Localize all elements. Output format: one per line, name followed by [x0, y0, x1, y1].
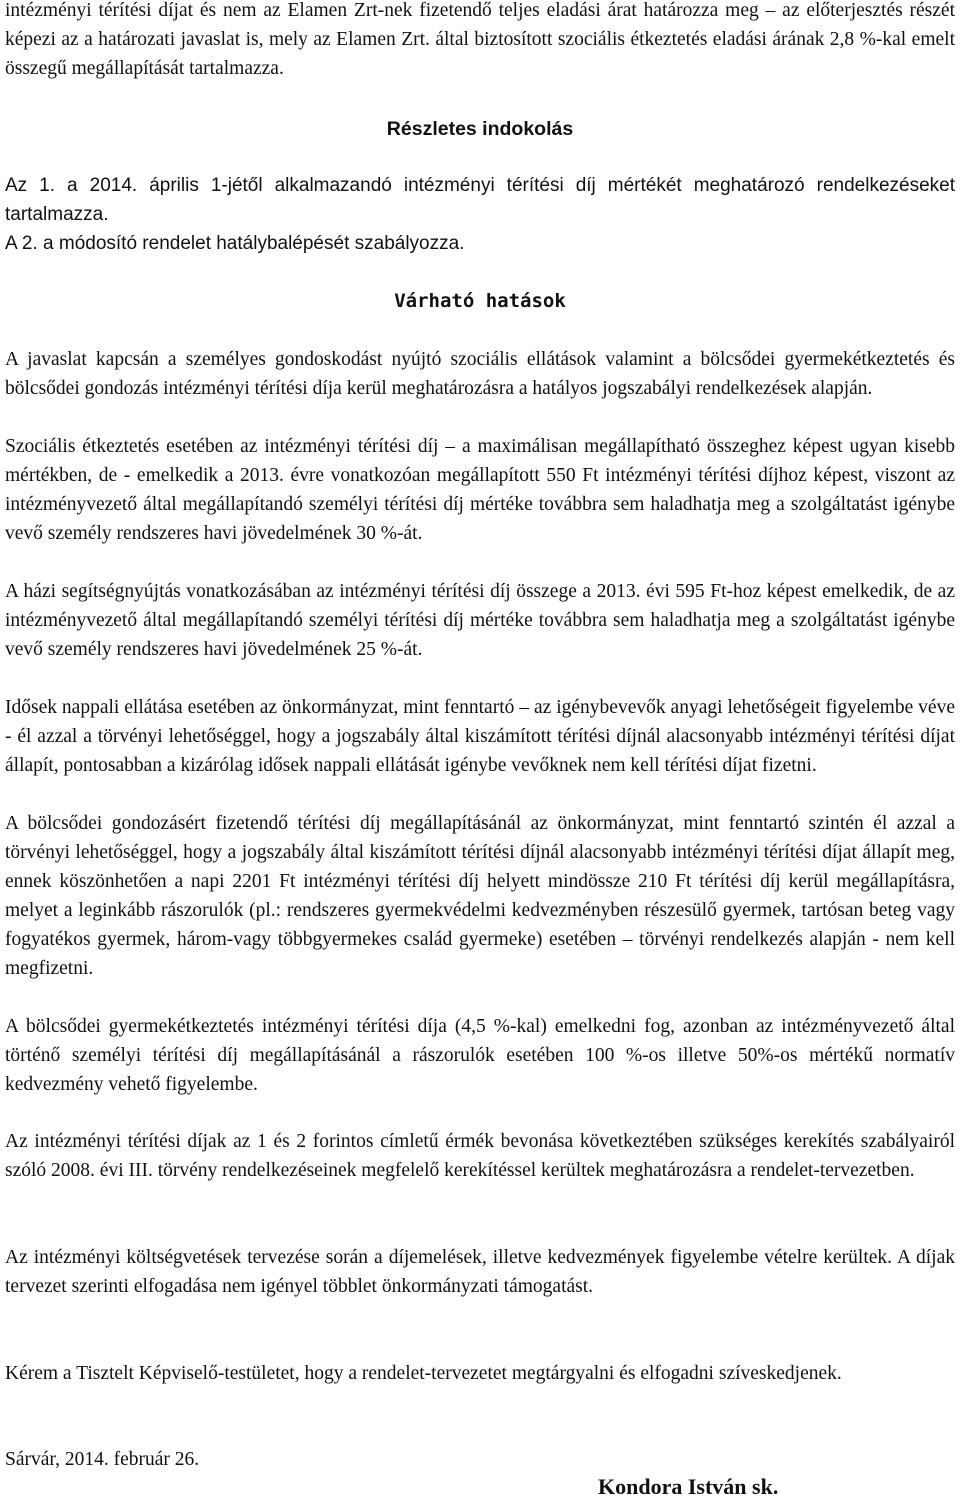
budget-paragraph: Az intézményi költségvetések tervezése során a díjemelések, illetve kedvezmények figyelembe vételre kerültek. A díjak tervezet szerinti elfogadása nem igényel többlet önkormányzati támogatást. [5, 1247, 955, 1297]
effects-paragraph-1: A javaslat kapcsán a személyes gondoskodást nyújtó szociális ellátások valamint a bölcsődei gyermekétkeztetés és bölcsődei gondozás intézményi térítési díja kerül meghatározásra a hatályos jogszabályi rendelkezések alapján. [5, 349, 955, 399]
section-2-text: A 2. a módosító rendelet hatálybalépését szabályozza. [5, 233, 465, 254]
place-and-date: Sárvár, 2014. február 26. [5, 1449, 200, 1470]
effects-paragraph-3: A házi segítségnyújtás vonatkozásában az intézményi térítési díj összege a 2013. évi 595 Ft-hoz képest emelkedik, de az intézményvezető által megállapítandó személyi térítési díj mértéke továbbra sem haladhatja meg a szolgáltatást igénybe vevő személy rendszeres havi jövedelmének 25 %-át. [5, 581, 955, 660]
section-1-text: Az 1. a 2014. április 1-jétől alkalmazandó intézményi térítési díj mértékét meghatározó rendelkezéseket tartalmazza. [5, 175, 955, 225]
rounding-paragraph: Az intézményi térítési díjak az 1 és 2 forintos címletű érmék bevonása következtében szükséges kerekítés szabályairól szóló 2008. évi III. törvény rendelkezéseinek megfelelő kerekítéssel kerültek meghatározásra a rendelet-tervezetben. [5, 1131, 955, 1181]
effects-paragraph-4: Idősek nappali ellátása esetében az önkormányzat, mint fenntartó – az igénybevevők anyagi lehetőségeit figyelembe véve - él azzal a törvényi lehetőséggel, hogy a jogszabály által kiszámított térítési díjnál alacsonyabb intézményi térítési díjat állapít, pontosabban a kizárólag idősek nappali ellátását igénybe vevőknek nem kell térítési díjat fizetni. [5, 697, 955, 776]
expected-effects-heading: Várható hatások [394, 290, 566, 312]
request-paragraph: Kérem a Tisztelt Képviselő-testületet, hogy a rendelet-tervezetet megtárgyalni és elfogadni szíveskedjenek. [5, 1363, 842, 1384]
effects-paragraph-6: A bölcsődei gyermekétkeztetés intézményi térítési díja (4,5 %-kal) emelkedni fog, azonban az intézményvezető által történő személyi térítési díj megállapításánál a rászorulók esetében 100 %-os illetve 50%-os mértékű normatív kedvezmény vehető figyelembe. [5, 1016, 955, 1095]
detailed-justification-heading: Részletes indokolás [386, 118, 574, 140]
signature-name: Kondora István sk. [598, 1474, 779, 1499]
effects-paragraph-5: A bölcsődei gondozásért fizetendő térítési díj megállapításánál az önkormányzat, mint fenntartó szintén él azzal a törvényi lehetőséggel, hogy a jogszabály által kiszámított térítési díjnál alacsonyabb intézményi térítési díjat állapít meg, ennek köszönhetően a napi 2201 Ft intézményi térítési díj helyett mindössze 210 Ft térítési díj kerül megállapításra, melyet a leginkább rászorulók (pl.: rendszeres gyermekvédelmi kedvezményben részesülő gyermek, tartósan beteg vagy fogyatékos gyermek, három-vagy többgyermekes család gyermeke) esetében – törvényi rendelkezés alapján - nem kell megfizetni. [5, 813, 955, 979]
effects-paragraph-2: Szociális étkeztetés esetében az intézményi térítési díj – a maximálisan megállapítható összeghez képest ugyan kisebb mértékben, de - emelkedik a 2013. évre vonatkozóan megállapított 550 Ft intézményi térítési díjhoz képest, viszont az intézményvezető által megállapítandó személyi térítési díj mértéke továbbra sem haladhatja meg a szolgáltatást igénybe vevő személy rendszeres havi jövedelmének 30 %-át. [5, 436, 955, 544]
intro-paragraph: intézményi térítési díjat és nem az Elamen Zrt-nek fizetendő teljes eladási árat határozza meg – az előterjesztés részét képezi az a határozati javaslat is, mely az Elamen Zrt. által biztosított szociális étkeztetés eladási árának 2,8 %-kal emelt összegű megállapítását tartalmazza. [5, 0, 955, 79]
